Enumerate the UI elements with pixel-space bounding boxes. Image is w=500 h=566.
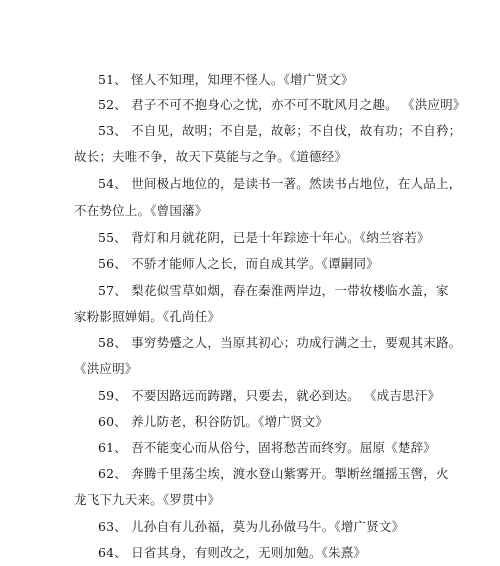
quote-58-continued: 《洪应明》: [74, 361, 138, 376]
quote-63: 63、 儿孙自有儿孙福，莫为儿孙做马牛。《增广贤文》: [98, 519, 405, 534]
quote-54-continued: 不在势位上。《曾国藩》: [74, 203, 208, 218]
quote-54: 54、 世间极占地位的，是读书一著。然读书占地位，在人品上，: [98, 176, 462, 191]
quote-51: 51、 怪人不知理，知理不怪人。《增广贤文》: [98, 72, 354, 87]
quote-59: 59、 不要因路远而踌躇，只要去，就必到达。 《成吉思汗》: [98, 388, 441, 403]
quote-57: 57、 梨花似雪草如烟，春在秦淮两岸边，一带妆楼临水盖，家: [98, 283, 449, 298]
quote-62-continued: 龙飞下九天来。《罗贯中》: [74, 492, 221, 507]
quote-56: 56、 不骄才能师人之长，而自成其学。《谭嗣同》: [98, 256, 379, 271]
quote-64: 64、 日省其身，有则改之，无则加勉。《朱熹》: [98, 545, 367, 560]
quote-53: 53、 不自见，故明；不自是，故彰；不自伐，故有功；不自矜；: [98, 123, 462, 138]
quote-62: 62、 奔腾千里荡尘埃，渡水登山紫雾开。掣断丝缰摇玉辔，火: [98, 466, 449, 481]
quote-52: 52、 君子不可不抱身心之忧，亦不可不耽风月之趣。 《洪应明》: [98, 97, 466, 112]
quote-53-continued: 故长；夫唯不争，故天下莫能与之争。《道德经》: [74, 149, 348, 164]
quote-58: 58、 事穷势蹙之人，当原其初心；功成行满之士，要观其末路。: [98, 335, 462, 350]
quote-60: 60、 养儿防老，积谷防饥。《增广贤文》: [98, 414, 329, 429]
quote-55: 55、 背灯和月就花阴，已是十年踪迹十年心。《纳兰容若》: [98, 230, 430, 245]
quote-61: 61、 吾不能变心而从俗兮，固将愁苦而终穷。屈原《楚辞》: [98, 440, 436, 455]
quote-57-continued: 家粉影照婵娟。《孔尚任》: [74, 309, 221, 324]
